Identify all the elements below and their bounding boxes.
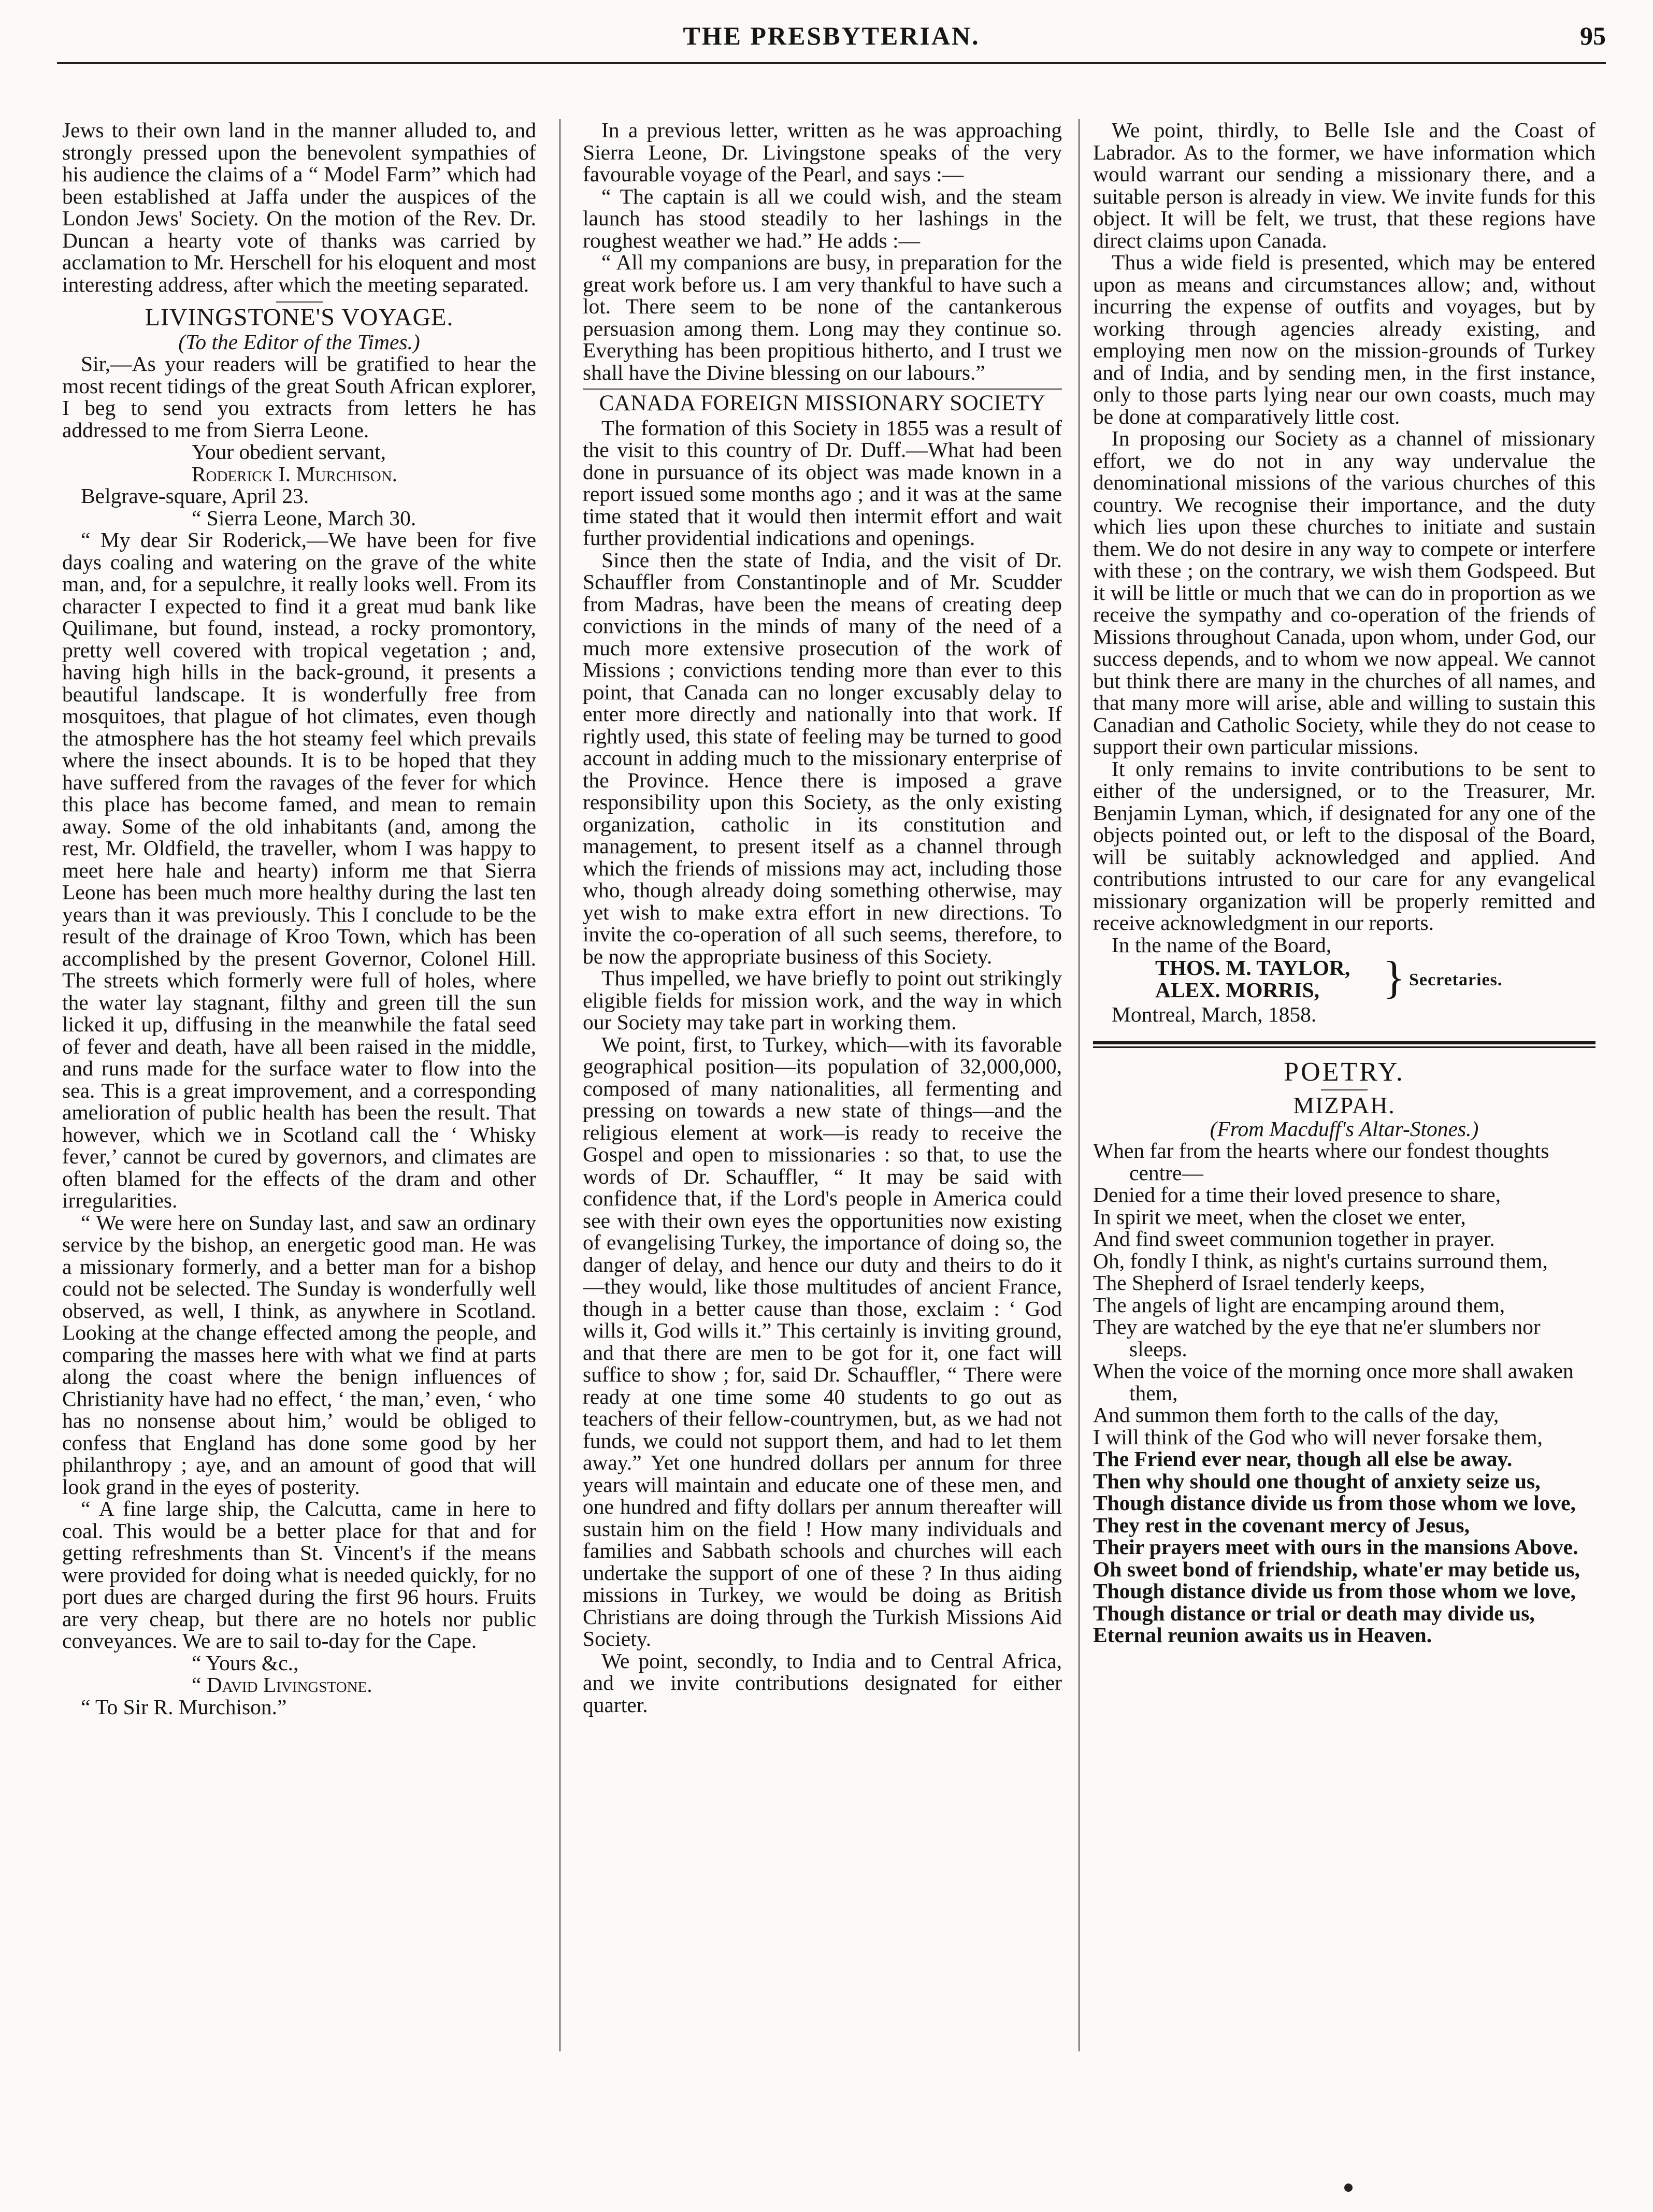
article-text: Thus impelled, we have briefly to point out strikingly eligible fields for mission work, and the way in which our Society may take part in working them. (583, 966, 1062, 1034)
article-heading: LIVINGSTONE'S VOYAGE. (145, 304, 454, 331)
article-text: We point, thirdly, to Belle Isle and the Coast of Labrador. As to the former, we have information which would warrant our sending a missionary there, and a suitable person is already in view. We invite funds for this object. It will be felt, we trust, that these regions have direct claims upon Canada. (1093, 119, 1595, 252)
letter-signature: Roderick I. Murchison. (192, 462, 398, 486)
signoff (1093, 953, 1595, 1003)
article-text: “ A fine large ship, the Calcutta, came in here to coal. This would be a better place for that and for getting refreshments than St. Vincent's if the means were provided for doing what is needed quickly, for no port dues are charged during the first 96 hours. Fruits are very cheap, but there are no hotels nor public conveyances. We are to sail to-day for the Cape. (62, 1497, 536, 1653)
signatory-name: ALEX. MORRIS, (1155, 978, 1320, 1002)
masthead-rule (57, 62, 1606, 64)
section-rule (583, 389, 1062, 390)
poem-line: Then why should one thought of anxiety seize us, (1093, 1469, 1541, 1493)
poem-line: Denied for a time their loved presence to share, (1093, 1183, 1501, 1206)
poem-line: Their prayers meet with ours in the mansions Above. (1093, 1535, 1578, 1559)
poem-line: Oh sweet bond of friendship, whate'er may betide us, (1093, 1557, 1580, 1581)
article-text: Sir,—As your readers will be gratified to hear the most recent tidings of the great South African explorer, I beg to send you extracts from letters he has addressed to me from Sierra Leone. (62, 352, 536, 442)
section-heading: POETRY. (1284, 1057, 1405, 1087)
brace-glyph: } (1383, 953, 1405, 1003)
column-divider (1079, 119, 1080, 2051)
poem-title: MIZPAH. (1293, 1092, 1396, 1118)
letter-closing: Your obedient servant, (192, 440, 386, 464)
poem-line: And find sweet communion together in prayer. (1093, 1227, 1495, 1251)
letter-place-date: Belgrave-square, April 23. (81, 484, 309, 508)
signoff-place-date: Montreal, March, 1858. (1112, 1002, 1317, 1026)
article-text: “ The captain is all we could wish, and the steam launch has stood steadily to her lashings in the roughest weather we had.” He adds :— (583, 184, 1062, 252)
article-text: The formation of this Society in 1855 was a result of the visit to this country of Dr. Duff.—What had been done in pursuance of its object was made known in a report issued some months ago ; and it was at the same time stated that it would then intermit effort and wait further providential indications and openings. (583, 415, 1062, 550)
poem-line: Oh, fondly I think, as night's curtains surround them, (1093, 1248, 1548, 1273)
article-text: “ My dear Sir Roderick,—We have been for five days coaling and watering on the grave of the white man, and, for a sepulchre, it really looks well. From its character I expected to find it a great mud bank like Quilimane, but found, instead, a rocky promontory, pretty well covered with tropical vegetation ; and, having high hills in the back-ground, it presents a beautiful landscape. It is wonderfully free from mosquitoes, that plague of hot climates, even though the atmosphere has the hot steamy feel which prevails where the insect abounds. It is to be hoped that they have suffered from the ravages of the fever for which this place has become famed, and mean to remain away. Some of the old inhabitants (and, among the rest, Mr. Oldfield, the traveller, whom I was happy to meet here hale and hearty) inform me that Sierra Leone has been much more healthy during the last ten years than it was previously. This I conclude to be the result of the drainage of Kroo Town, which has been accomplished by the present Governor, Colonel Hill. The streets which formerly were full of holes, where the water lay stagnant, filthy and green till the sun licked it up, diffusing in the meanwhile the fatal seed of fever and death, have all been raised in the middle, and runs made for the surface water to flow into the sea. This is a great improvement, and a corresponding amelioration of public health has been the result. That however, which we in Scotland call the ‘ Whisky fever,’ cannot be cured by governors, and climates are often blamed for the effects of the dram and other irregularities. (62, 528, 536, 1212)
poem-line: Though distance divide us from those whom we love, (1093, 1491, 1576, 1515)
column-middle (583, 119, 1062, 2139)
page-number: 95 (1580, 21, 1606, 50)
masthead (57, 21, 1606, 73)
article-text: Thus a wide field is presented, which may be entered upon as means and circumstances allow; and, without incurring the expense of outfits and voyages, but by working through agencies already existing, and employing men now on the mission-grounds of Turkey and of India, and by sending men, in the first instance, only to those parts lying near our own coasts, much may be done at comparatively little cost. (1093, 250, 1595, 428)
column-divider (559, 119, 560, 2051)
letter-dateline: “ Sierra Leone, March 30. (192, 506, 416, 530)
poem-line: Eternal reunion awaits us in Heaven. (1093, 1623, 1432, 1647)
poem-line: In spirit we meet, when the closet we enter, (1093, 1204, 1466, 1229)
article-text: Since then the state of India, and the visit of Dr. Schauffler from Constantinople and of Mr. Scudder from Madras, have been the means of creating deep convictions in the minds of many of the need of a much more extensive prosecution of the work of Missions ; convictions tending more than ever to this point, that Canada can no longer excusably delay to enter more directly and nationally into that work. If rightly used, this state of feeling may be turned to good account in adding much to the missionary enterprise of the Province. Hence there is imposed a grave responsibility upon this Society, as the only existing organization, catholic in its constitution and management, to present itself as a channel through which the friends of missions may act, including those who, though already doing something otherwise, may yet wish to make extra effort in new directions. To invite the co-operation of all such seems, therefore, to be now the appropriate business of this Society. (583, 548, 1062, 968)
article-text: In a previous letter, written as he was approaching Sierra Leone, Dr. Livingstone speaks of the very favourable voyage of the Pearl, and says :— (583, 119, 1062, 186)
poem-line: And summon them forth to the calls of the day, (1093, 1403, 1499, 1427)
signatory-name: THOS. M. TAYLOR, (1155, 956, 1350, 980)
poem-line: When the voice of the morning once more shall awaken them, (1093, 1359, 1574, 1405)
poem-line: The angels of light are encamping around them, (1093, 1292, 1505, 1317)
poem-body (1093, 1140, 1595, 1646)
signoff-names (1155, 957, 1350, 1001)
article-text: We point, first, to Turkey, which—with its favorable geographical position—its population of 32,000,000, composed of many nationalities, all fermenting and pressing on towards a new state of things—and the religious element at work—is ready to receive the Gospel and open to missionaries : so that, to use the words of Dr. Schauffler, “ It may be said with confidence that, if the Lord's people in America could see with their own eyes the opportunities now existing of evangelising Turkey, the importance of doing so, the danger of delay, and hence our duty and theirs to do it—they would, like those multitudes of ancient France, though in a better cause than those, exclaim : ‘ God wills it, God wills it.” This certainly is inviting ground, and that there are men to be got for it, one fact will suffice to show ; for, said Dr. Schauffler, “ There were ready at one time some 40 students to go out as teachers of their fellow-countrymen, but, as we had not funds, we could not support them, and had to let them away.” Yet one hundred dollars per annum for three years will maintain and educate one of these men, and one hundred and fifty dollars per annum thereafter will sustain him on the field ! How many individuals and families and Sabbath schools and churches will each undertake the support of one of these ? In thus aiding missions in Turkey, we would be doing as British Christians are doing through the Turkish Missions Aid Society. (583, 1032, 1062, 1650)
article-heading: CANADA FOREIGN MISSIONARY SOCIETY (599, 391, 1046, 415)
poem-line: They are watched by the eye that ne'er slumbers nor sleeps. (1093, 1315, 1541, 1361)
section-rule (1321, 1089, 1368, 1090)
article-text: Jews to their own land in the manner alluded to, and strongly pressed upon the benevolent sympathies of his audience the claims of a “ Model Farm” which had been established at Jaffa under the auspices of the London Jews' Society. On the motion of the Rev. Dr. Duncan a hearty vote of thanks was carried by acclamation to Mr. Herschell for his eloquent and most interesting address, after which the meeting separated. (62, 119, 536, 296)
letter-recipient: “ To Sir R. Murchison.” (81, 1694, 287, 1719)
article-text: It only remains to invite contributions to be sent to either of the undersigned, or to the Treasurer, Mr. Benjamin Lyman, which, if designated for any one of the objects pointed out, or left to the disposal of the Board, will be suitably acknowledged and applied. And contributions intrusted to our care for any evangelical missionary organization will be properly remitted and receive acknowledgment in our reports. (1093, 756, 1595, 935)
article-text: “ All my companions are busy, in preparation for the great work before us. I am very thankful to have such a lot. There seem to be none of the cantankerous persuasion among them. Long may they continue so. Everything has been propitious hitherto, and I trust we shall have the Divine blessing on our labours.” (583, 250, 1062, 384)
printer-mark (1344, 2184, 1353, 2192)
poem-line: The Friend ever near, though all else be away. (1093, 1447, 1513, 1471)
poem-source: (From Macduff's Altar-Stones.) (1210, 1116, 1479, 1141)
article-text: “ We were here on Sunday last, and saw an ordinary service by the bishop, an energetic good man. He was a missionary formerly, and a better man for a bishop could not be selected. The Sunday is wonderfully well observed, as well, I think, as anywhere in Scotland. Looking at the change effected among the people, and comparing the masses here with what we find at parts along the coast where the benign influences of Christianity have had no effect, ‘ the man,’ even, ‘ who has no nonsense about him,’ would be obliged to confess that England has done some good by her philanthropy ; aye, and an amount of good that will look grand in the eyes of posterity. (62, 1210, 536, 1499)
poem-line: I will think of the God who will never forsake them, (1093, 1425, 1543, 1449)
poem-line: Though distance or trial or death may divide us, (1093, 1601, 1535, 1625)
letter-signature: “ David Livingstone. (192, 1673, 372, 1697)
article-text: We point, secondly, to India and to Central Africa, and we invite contributions designated for either quarter. (583, 1648, 1062, 1717)
letter-closing: “ Yours &c., (192, 1650, 299, 1675)
article-subheading: (To the Editor of the Times.) (178, 329, 420, 354)
column-right (1093, 119, 1595, 2139)
signatory-role: Secretaries. (1409, 970, 1503, 989)
section-double-rule (1093, 1041, 1595, 1048)
masthead-title: THE PRESBYTERIAN. (683, 21, 980, 50)
poem-line: When far from the hearts where our fondest thoughts centre— (1093, 1139, 1549, 1185)
poem-line: They rest in the covenant mercy of Jesus, (1093, 1513, 1470, 1537)
poem-line: Though distance divide us from those whom we love, (1093, 1579, 1576, 1603)
board-line: In the name of the Board, (1112, 932, 1332, 957)
poem-line: The Shepherd of Israel tenderly keeps, (1093, 1271, 1425, 1295)
article-text: In proposing our Society as a channel of missionary effort, we do not in any way undervalue the denominational missions of the various churches of this country. We recognise their importance, and the duty which lies upon these churches to initiate and sustain them. We do not desire in any way to compete or interfere with these ; on the contrary, we wish them Godspeed. But it will be little or much that we can do in proportion as we receive the sympathy and co-operation of the friends of Missions throughout Canada, upon whom, under God, our success depends, and to whom we now appeal. We cannot but think there are many in the churches of all names, and that many more will arise, able and willing to sustain this Canadian and Catholic Society, while they do not cease to support their own particular missions. (1093, 426, 1595, 758)
column-left (62, 119, 536, 2139)
section-rule (276, 301, 323, 303)
